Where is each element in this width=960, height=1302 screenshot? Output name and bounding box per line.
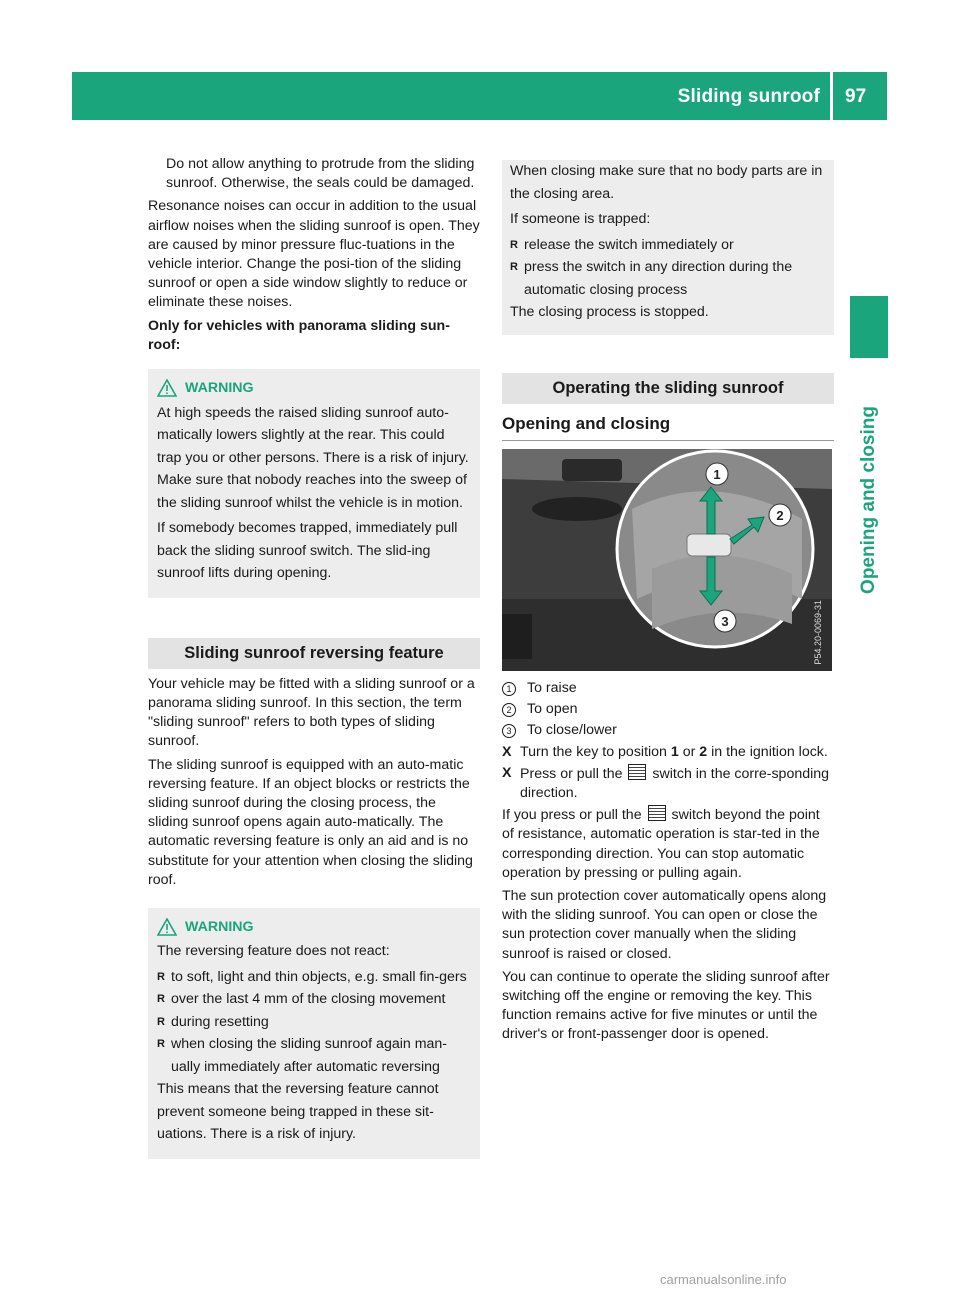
warning-triangle-icon	[157, 918, 177, 936]
intro-indent-text: Do not allow anything to protrude from the sliding sunroof. Otherwise, the seals could be damaged.	[166, 156, 475, 192]
note-p2: If someone is trapped:	[510, 211, 651, 227]
warning-box-1	[148, 369, 480, 598]
section-title-reversing: Sliding sunroof reversing feature	[148, 638, 480, 669]
list-item: R over the last 4 mm of the closing movement	[157, 991, 446, 1008]
automatic-operation-paragraph: If you press or pull the switch beyond the point of resistance, automatic operation is star-ted in the corresponding direction. You can stop automatic operation by pressing or pulling again.	[502, 807, 820, 881]
warning-title-2	[157, 916, 471, 939]
warning-title-text-1: WARNING	[185, 380, 254, 397]
header-divider	[830, 72, 833, 120]
chapter-tab	[850, 296, 888, 358]
note-p3: The closing process is stopped.	[510, 304, 709, 320]
warning-triangle-icon	[157, 379, 177, 397]
continue-operate-paragraph: You can continue to operate the sliding sunroof after switching off the engine or removing the key. This function remains active for five minutes or until the driver's or front-passenger door is opened.	[502, 968, 830, 1043]
list-item: R when closing the sliding sunroof again man-ually immediately after automatic reversing	[157, 1036, 448, 1075]
right-column	[502, 160, 834, 1049]
figure-code: P54.20-0069-31	[812, 600, 823, 665]
chapter-label: Opening and closing	[858, 406, 879, 594]
left-column	[148, 155, 480, 1159]
panorama-heading: Only for vehicles with panorama sliding sun-roof:	[148, 317, 450, 353]
resonance-paragraph: Resonance noises can occur in addition to the usual airflow noises when the sliding sunroof is open. They are caused by minor pressure fluc-tuations in the vehicle interior. Change the posi-tion of the sliding sunroof or open a side window slightly to reduce or eliminate these noises.	[148, 198, 480, 311]
legend-item: 2 To open	[502, 700, 834, 719]
legend-item: 3 To close/lower	[502, 721, 834, 740]
note-box	[502, 160, 834, 335]
warning-box-2	[148, 908, 480, 1159]
callout-3: 3	[721, 613, 729, 629]
figure-illustration	[502, 449, 832, 671]
warning2-outro: This means that the reversing feature cannot prevent someone being trapped in these sit-uations. There is a risk of injury.	[157, 1081, 439, 1143]
legend-item: 1 To raise	[502, 679, 834, 698]
page-title: Sliding sunroof	[677, 86, 820, 107]
list-item: R release the switch immediately or	[510, 236, 734, 253]
switch-icon	[648, 805, 666, 821]
warning1-p1: At high speeds the raised sliding sunroof auto-matically lowers slightly at the rear. This could trap you or other persons. There is a risk of injury. Make sure that nobody reaches into the sweep of the sliding sunroof whilst the vehicle is in motion.	[157, 404, 469, 511]
sun-cover-paragraph: The sun protection cover automatically opens along with the sliding sunroof. You can open or close the sun protection cover manually when the sliding sunroof is raised or closed.	[502, 887, 827, 962]
warning1-p2: If somebody becomes trapped, immediately pull back the sliding sunroof switch. The slid-ing sunroof lifts during opening.	[157, 520, 458, 582]
reversing-paragraph-2: The sliding sunroof is equipped with an auto-matic reversing feature. If an object blocks or restricts the sliding sunroof during the closing process, the sliding sunroof opens again auto-matically. The automatic reversing feature is only an aid and is no substitute for your attention when closing the sliding roof.	[148, 756, 473, 888]
callout-2: 2	[776, 507, 784, 523]
section-title-operating: Operating the sliding sunroof	[502, 373, 834, 404]
list-item: R to soft, light and thin objects, e.g. small fin-gers	[157, 968, 467, 985]
subheading-opening-closing: Opening and closing	[502, 414, 834, 441]
page-number: 97	[845, 86, 867, 107]
step-item: X Press or pull the switch in the corre-sponding direction.	[502, 764, 830, 801]
warning-title-1	[157, 377, 471, 400]
list-item: R during resetting	[157, 1013, 269, 1030]
note-p1: When closing make sure that no body parts are in the closing area.	[510, 163, 823, 202]
list-item: R press the switch in any direction during the automatic closing process	[510, 259, 793, 298]
warning-title-text-2: WARNING	[185, 918, 254, 935]
callout-1: 1	[713, 466, 721, 482]
step-item: X Turn the key to position 1 or 2 in the ignition lock.	[502, 743, 828, 760]
sunroof-switch-figure	[502, 449, 832, 671]
watermark: carmanualsonline.info	[660, 1272, 787, 1287]
switch-icon	[628, 764, 646, 780]
warning2-intro: The reversing feature does not react:	[157, 943, 390, 960]
reversing-paragraph-1: Your vehicle may be fitted with a sliding sunroof or a panorama sliding sunroof. In this section, the term "sliding sunroof" refers to both types of sliding sunroof.	[148, 675, 475, 750]
